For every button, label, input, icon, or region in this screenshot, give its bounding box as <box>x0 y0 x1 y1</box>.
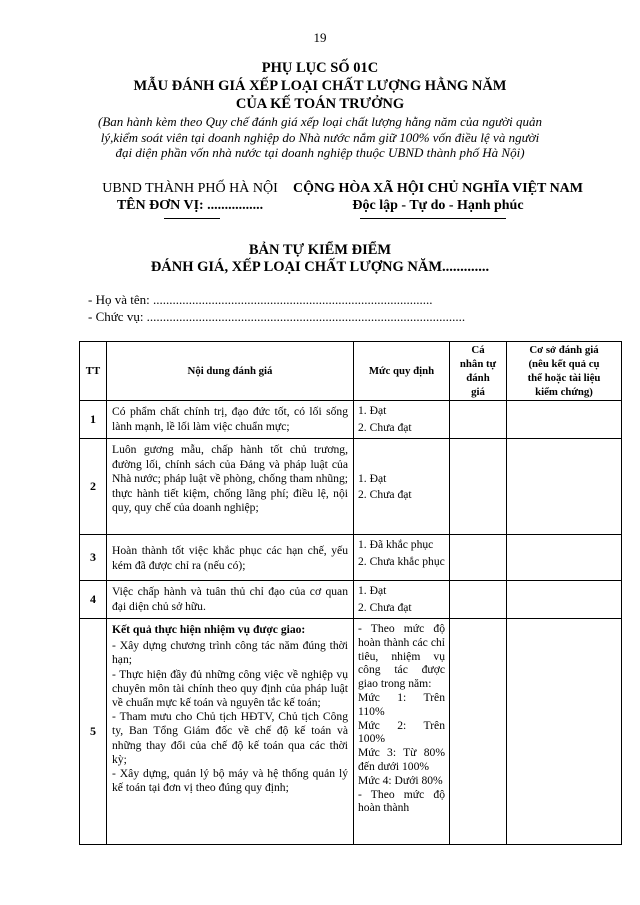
header-self-line: đánh <box>466 372 490 384</box>
level-option: - Theo mức độ hoàn thành <box>358 787 445 815</box>
row-number: 2 <box>80 439 107 535</box>
header-left-underline <box>164 218 220 219</box>
self-assessment-cell[interactable] <box>450 581 507 619</box>
self-assessment-cell[interactable] <box>450 619 507 845</box>
header-basis-line: thể hoặc tài liệu <box>527 372 601 384</box>
header-basis <box>507 342 622 401</box>
level-option: Mức 3: Từ 80% đến dưới 100% <box>358 746 445 773</box>
report-subtitle: ĐÁNH GIÁ, XẾP LOẠI CHẤT LƯỢNG NĂM............. <box>150 259 490 275</box>
form-title-line-1: MẪU ĐÁNH GIÁ XẾP LOẠI CHẤT LƯỢNG HẰNG NĂM <box>133 78 507 94</box>
level-option: 1. Đạt <box>358 471 387 485</box>
header-basis-line: kiểm chứng) <box>535 386 593 398</box>
header-tt: TT <box>80 342 107 401</box>
basis-cell[interactable] <box>507 581 622 619</box>
table-row <box>80 439 622 535</box>
row-content: Hoàn thành tốt việc khắc phục các hạn chế, yếu kém đã được chỉ ra (nếu có); <box>107 535 354 581</box>
level-option: 2. Chưa khắc phục <box>358 554 445 568</box>
level-option: 1. Đạt <box>358 584 387 597</box>
level-option: 2. Chưa đạt <box>358 420 412 434</box>
intro-line: lý,kiểm soát viên tại doanh nghiệp do Nhà nước nắm giữ 100% vốn điều lệ và người <box>100 129 540 145</box>
level-option: - Theo mức độ hoàn thành các chỉ tiêu, nhiệm vụ công tác được giao trong năm: <box>358 622 445 691</box>
self-assessment-cell[interactable] <box>450 535 507 581</box>
table-row <box>80 619 622 845</box>
level-option: 2. Chưa đạt <box>358 488 412 501</box>
row-levels <box>354 535 450 581</box>
basis-cell[interactable] <box>507 619 622 845</box>
header-nation: CỘNG HÒA XÃ HỘI CHỦ NGHĨA VIỆT NAM <box>292 181 583 196</box>
header-unit-name: TÊN ĐƠN VỊ: ................ <box>116 198 264 213</box>
row-levels <box>354 619 450 845</box>
position-field: - Chức vụ: .................................................................................................. <box>88 309 466 324</box>
row-number: 5 <box>80 619 107 845</box>
basis-cell[interactable] <box>507 401 622 439</box>
level-option: 1. Đã khắc phục <box>358 538 434 551</box>
row-content-item: - Tham mưu cho Chủ tịch HĐTV, Chủ tịch Công ty, Ban Tổng Giám đốc về chế độ kế toán và những thay đổi của chế độ kế toán qua các thời kỳ; <box>112 710 348 766</box>
table-row <box>80 581 622 619</box>
level-option: 2. Chưa đạt <box>358 600 412 614</box>
header-basis-line: (nêu kết quả cụ <box>528 358 600 370</box>
table-row <box>80 401 622 439</box>
basis-cell[interactable] <box>507 439 622 535</box>
header-content: Nội dung đánh giá <box>107 342 354 401</box>
header-right-underline <box>360 218 506 219</box>
self-assessment-cell[interactable] <box>450 439 507 535</box>
header-self-assessment <box>450 342 507 401</box>
intro-line: đại diện phần vốn nhà nước tại doanh nghiệp thuộc UBND thành phố Hà Nội) <box>115 145 525 160</box>
self-assessment-cell[interactable] <box>450 401 507 439</box>
row-levels <box>354 581 450 619</box>
intro-note <box>80 114 560 161</box>
header-basis-line: Cơ sở đánh giá <box>529 344 599 356</box>
row-levels <box>354 401 450 439</box>
table-row <box>80 535 622 581</box>
row-content-item: - Thực hiện đầy đủ những công việc về nghiệp vụ chuyên môn tài chính theo quy định của pháp luật về chuẩn mực kế toán và nguyên tắc kế toán; <box>112 667 348 710</box>
intro-line: (Ban hành kèm theo Quy chế đánh giá xếp loại chất lượng hằng năm của người quản <box>98 114 542 129</box>
appendix-title: PHỤ LỤC SỐ 01C <box>261 60 379 76</box>
row-number: 3 <box>80 535 107 581</box>
row-content: Việc chấp hành và tuân thủ chỉ đạo của cơ quan đại diện chủ sở hữu. <box>107 581 354 619</box>
basis-cell[interactable] <box>507 535 622 581</box>
header-motto: Độc lập - Tự do - Hạnh phúc <box>352 198 524 213</box>
header-level: Mức quy định <box>354 342 450 401</box>
row-levels <box>354 439 450 535</box>
row-content-item: - Xây dựng chương trình công tác năm đúng thời hạn; <box>112 639 348 667</box>
header-self-line: giá <box>471 386 485 398</box>
header-self-line: nhân tự <box>459 358 497 370</box>
table-header-row <box>80 342 622 401</box>
row-content-title: Kết quả thực hiện nhiệm vụ được giao: <box>112 623 306 636</box>
row-number: 4 <box>80 581 107 619</box>
form-title-line-2: CỦA KẾ TOÁN TRƯỞNG <box>235 96 405 112</box>
level-option: Mức 1: Trên 110% <box>358 690 445 718</box>
row-number: 1 <box>80 401 107 439</box>
row-content: Luôn gương mẫu, chấp hành tốt chủ trương, đường lối, chính sách của Đảng và pháp luật của Nhà nước; pháp luật về phòng, chống tham nhũng; thực hành tiết kiệm, chống lãng phí; điều lệ, nội quy, quy chế của doanh nghiệp; <box>107 439 354 535</box>
row-content: Có phẩm chất chính trị, đạo đức tốt, có lối sống lành mạnh, lề lối làm việc chuẩn mực; <box>107 401 354 439</box>
level-option: 1. Đạt <box>358 404 387 417</box>
level-option: Mức 4: Dưới 80% <box>358 773 443 787</box>
header-self-line: Cá <box>471 344 485 356</box>
evaluation-table <box>79 341 622 845</box>
report-title: BẢN TỰ KIỂM ĐIỂM <box>248 242 392 258</box>
name-field: - Họ và tên: ...................................................................................... <box>88 292 433 307</box>
row-content <box>107 619 354 845</box>
level-option: Mức 2: Trên 100% <box>358 718 445 746</box>
row-content-item: - Xây dựng, quản lý bộ máy và hệ thống quản lý kế toán tại đơn vị theo đúng quy định; <box>112 767 348 795</box>
header-authority: UBND THÀNH PHỐ HÀ NỘI <box>102 181 278 196</box>
page-number: 19 <box>313 30 327 45</box>
